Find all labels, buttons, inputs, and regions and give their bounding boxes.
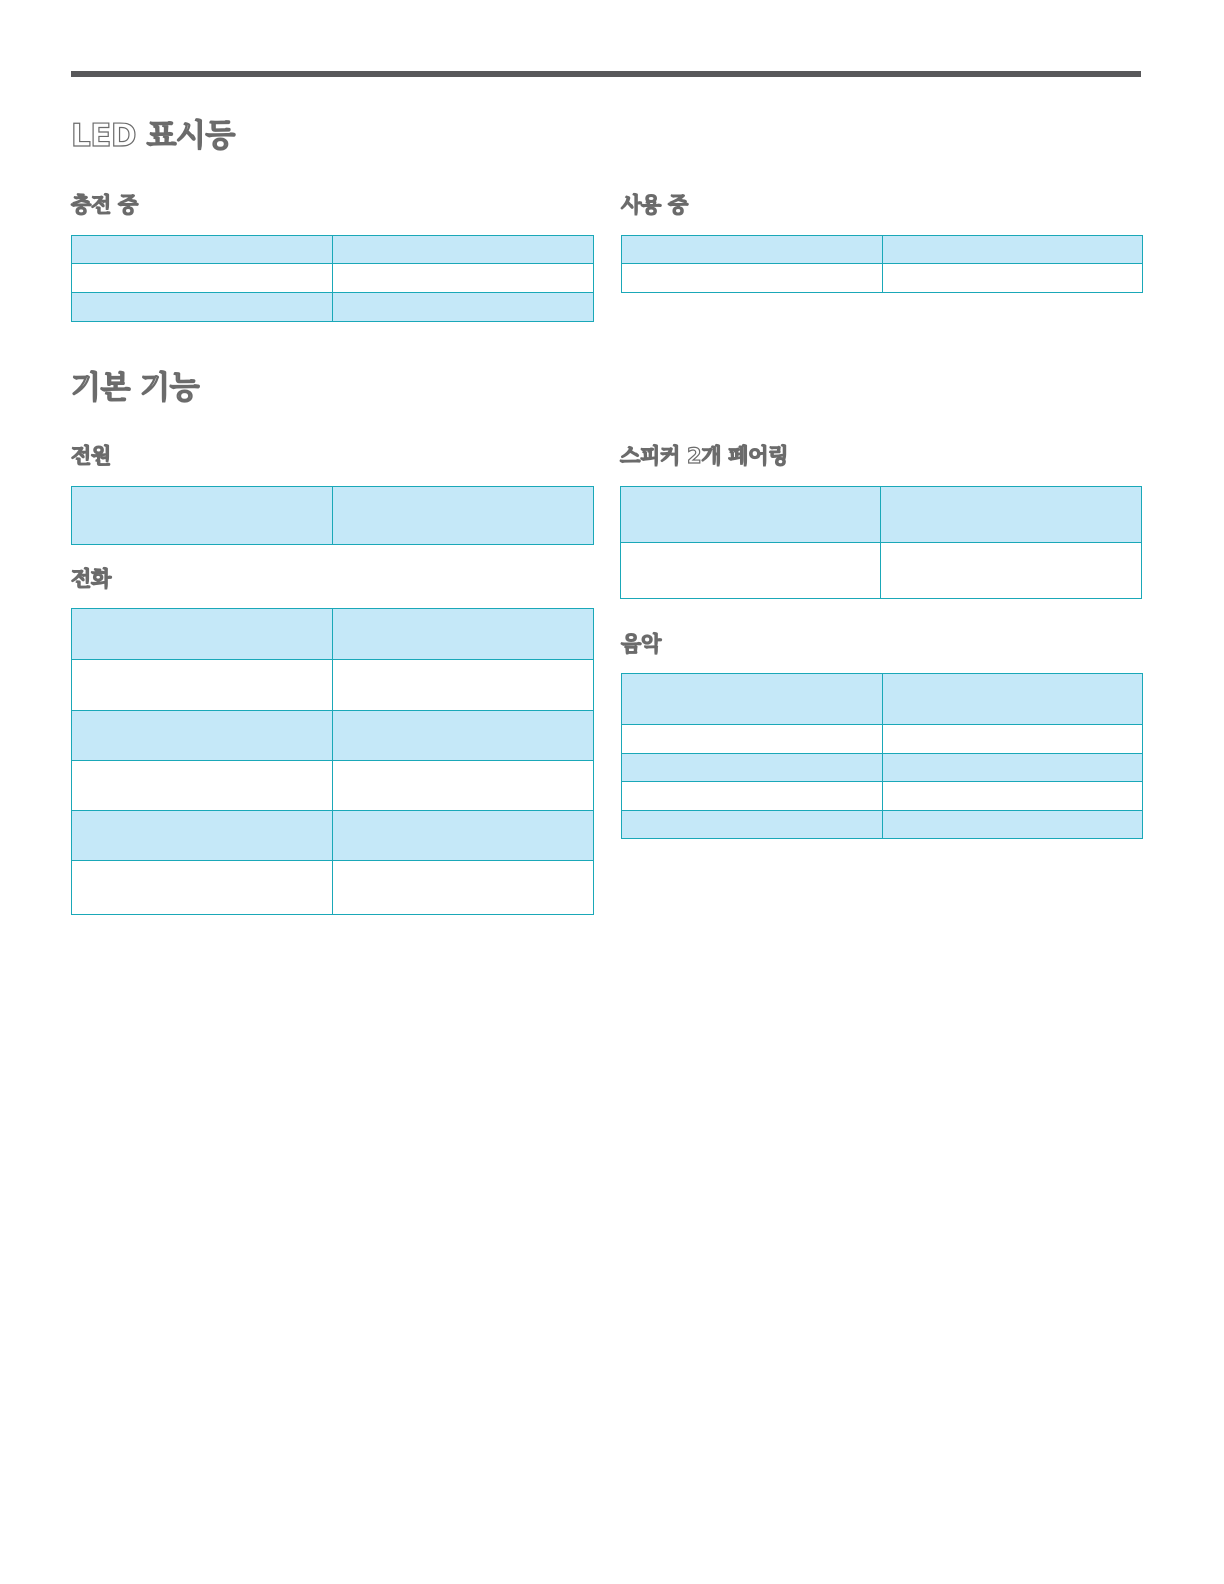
table-cell — [333, 711, 594, 761]
table-cell — [333, 660, 594, 711]
table-cell — [883, 236, 1143, 264]
in-use-heading: 사용 중 — [621, 193, 688, 217]
table-row — [621, 543, 1142, 599]
music-heading: 음악 — [621, 632, 661, 656]
table-row — [72, 811, 594, 861]
charging-table — [71, 235, 594, 322]
basic-functions-heading: 기본 기능 — [71, 370, 200, 406]
top-rule — [71, 71, 1141, 77]
table-cell — [72, 236, 333, 264]
table-cell — [72, 264, 333, 293]
table-row — [72, 609, 594, 660]
table-row — [72, 264, 594, 293]
table-cell — [333, 236, 594, 264]
table-cell — [72, 811, 333, 861]
led-indicator-heading: LED 표시등 — [71, 118, 235, 154]
table-row — [622, 811, 1143, 839]
table-cell — [72, 293, 333, 322]
table-row — [622, 754, 1143, 782]
table-cell — [72, 761, 333, 811]
table-cell — [621, 487, 881, 543]
table-row — [72, 236, 594, 264]
table-row — [622, 725, 1143, 754]
call-heading: 전화 — [71, 567, 111, 591]
table-cell — [72, 660, 333, 711]
table-row — [72, 293, 594, 322]
table-cell — [883, 674, 1143, 725]
table-cell — [622, 264, 883, 293]
table-row — [622, 236, 1143, 264]
table-cell — [622, 782, 883, 811]
table-cell — [622, 754, 883, 782]
table-cell — [72, 487, 333, 545]
table-row — [621, 487, 1142, 543]
table-row — [72, 660, 594, 711]
table-cell — [622, 674, 883, 725]
table-cell — [333, 811, 594, 861]
table-cell — [333, 761, 594, 811]
table-cell — [622, 811, 883, 839]
in-use-table — [621, 235, 1143, 293]
table-cell — [881, 487, 1142, 543]
power-heading: 전원 — [71, 444, 111, 468]
table-cell — [622, 725, 883, 754]
table-cell — [883, 754, 1143, 782]
table-cell — [72, 861, 333, 915]
table-cell — [72, 609, 333, 660]
table-cell — [883, 264, 1143, 293]
table-cell — [333, 487, 594, 545]
table-row — [72, 487, 594, 545]
music-table — [621, 673, 1143, 839]
table-cell — [333, 293, 594, 322]
table-cell — [883, 782, 1143, 811]
table-cell — [621, 543, 881, 599]
call-table — [71, 608, 594, 915]
table-cell — [72, 711, 333, 761]
table-row — [622, 782, 1143, 811]
table-cell — [883, 811, 1143, 839]
power-table — [71, 486, 594, 545]
table-cell — [883, 725, 1143, 754]
table-row — [622, 264, 1143, 293]
table-row — [72, 711, 594, 761]
table-cell — [881, 543, 1142, 599]
table-row — [72, 861, 594, 915]
pair-two-speakers-table — [620, 486, 1142, 599]
table-row — [622, 674, 1143, 725]
table-cell — [333, 861, 594, 915]
pair-two-speakers-heading: 스피커 2개 페어링 — [620, 444, 789, 468]
table-cell — [333, 609, 594, 660]
table-cell — [622, 236, 883, 264]
charging-heading: 충전 중 — [71, 193, 138, 217]
table-cell — [333, 264, 594, 293]
table-row — [72, 761, 594, 811]
